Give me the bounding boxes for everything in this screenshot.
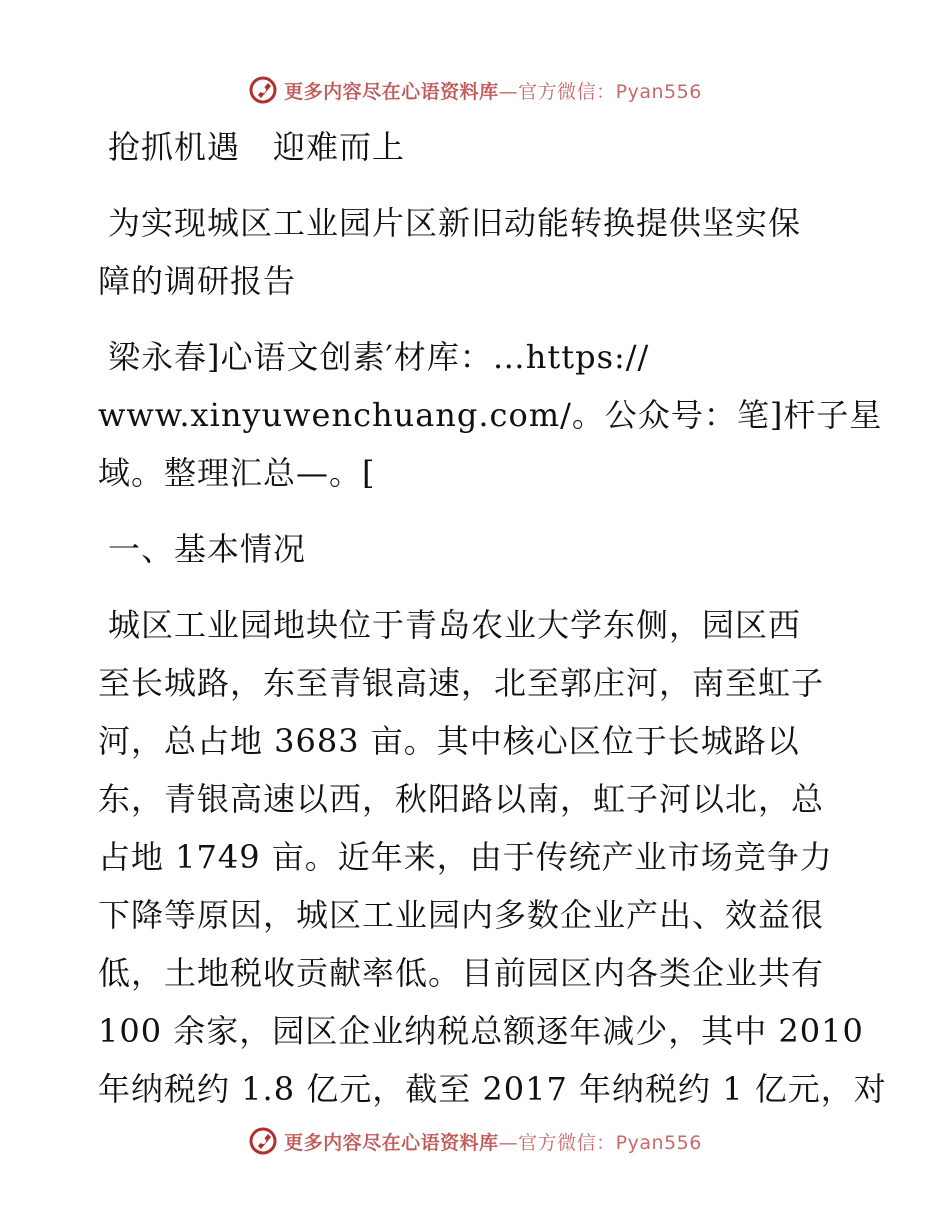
document-body: [98, 118, 887, 1118]
body-line-1: 城区工业园地块位于青岛农业大学东侧，园区西: [108, 606, 802, 644]
body-line-6: 下降等原因，城区工业园内多数企业产出、效益很: [98, 896, 825, 934]
document-title: 抢抓机遇 迎难而上: [108, 128, 406, 166]
body-line-9: 年纳税约 1.8 亿元，截至 2017 年纳税约 1 亿元，对: [98, 1070, 887, 1108]
banner-text: 更多内容尽在心语资料库—官方微信：Pyan556: [284, 1131, 702, 1154]
source-line-3: 域。整理汇总—。[: [98, 454, 376, 492]
body-line-8: 100 余家，园区企业纳税总额逐年减少，其中 2010: [98, 1012, 864, 1050]
report-subtitle-line-1: 为实现城区工业园片区新旧动能转换提供坚实保: [108, 204, 802, 242]
section-heading: 一、基本情况: [108, 530, 307, 568]
report-subtitle-line-2: 障的调研报告: [98, 262, 297, 300]
banner-text: 更多内容尽在心语资料库—官方微信：Pyan556: [284, 80, 702, 103]
footer-watermark-banner: [0, 1121, 950, 1161]
body-line-4: 东，青银高速以西，秋阳路以南，虹子河以北，总: [98, 780, 825, 818]
body-line-7: 低，土地税收贡献率低。目前园区内各类企业共有: [98, 954, 825, 992]
body-line-5: 占地 1749 亩。近年来，由于传统产业市场竞争力: [98, 838, 833, 876]
pen-logo-icon: [248, 75, 278, 105]
header-watermark-banner: [0, 70, 950, 110]
source-line-2: www.xinyuwenchuang.com/。公众号：笔]杆子星: [98, 396, 883, 434]
pen-logo-icon: [248, 1126, 278, 1156]
source-line-1: 梁永春]心语文创素′材库：…https://: [108, 338, 650, 376]
body-line-3: 河，总占地 3683 亩。其中核心区位于长城路以: [98, 722, 800, 760]
body-line-2: 至长城路，东至青银高速，北至郭庄河，南至虹子: [98, 664, 825, 702]
